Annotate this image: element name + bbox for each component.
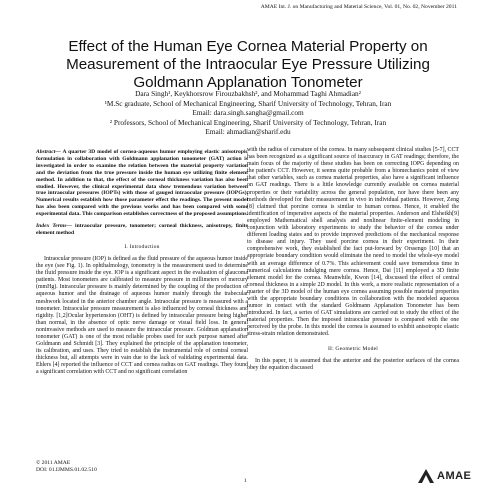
- email-2: Email: ahmadian@sharif.edu: [205, 127, 291, 137]
- footer-info: [36, 460, 97, 474]
- author-names: Dara Singh¹, Keykhorsrow Firouzbakhsh², and Mohammad Taghi Ahmadian²: [135, 89, 361, 98]
- affiliation-2: ² Professors, School of Mechanical Engineering, Sharif University of Technology, Tehran, Iran: [109, 117, 387, 127]
- email-1: Email: dara.singh.sangha@gmail.com: [192, 108, 304, 118]
- index-terms-lead: Index Terms—: [36, 223, 73, 230]
- logo-text: AMAE: [437, 470, 472, 482]
- page-number: 1: [244, 478, 247, 484]
- amae-logo: [418, 469, 471, 483]
- right-column: [247, 147, 459, 372]
- abstract-lead: Abstract—: [36, 149, 61, 155]
- left-column: [36, 149, 248, 377]
- index-terms-text: intraocular pressure, tonometer; corneal thickness, anisotropy, finite element method: [36, 223, 248, 236]
- index-terms: [36, 223, 248, 237]
- section-heading-geometric-model: II: Geometric Model: [327, 345, 379, 352]
- intro-paragraph-continued: with the radius of curvature of the cornea. In many subsequent clinical studies [5-7], CCT has been recognized as a significant source of inaccuracy in GAT readings; therefore, the main focus of the majority of these studies has been on correcting IOPG depending on the patient's CCT. However, it seems quite probable from a biomechanics point of view that other variables, such as cornea material properties, also have a significant influence on GAT readings. There is a little knowledge currently available on cornea material properties or their variability across the general population, nor have there been any methods developed for their measurement in vivo in individual patients. However, Zeng [8] claimed that porcine cornea is similar to human cornea. Hence, it enabled the identification of imperative aspects of the material properties. Anderson and Elsheikh[9] employed Mathematical shell analysis and nonlinear finite-element modeling in conjunction with laboratory experiments to study the behavior of the cornea under different loading states and to provide improved predictions of the mechanical response to disease and injury. They used porcine cornea in their experiment. In their comprehensive work, they established the fact put-forward by Orssengo [10] that an appropriate boundary condition would eliminate the need to model the whole-eye model with an average difference of 0.7%. This achievement could save tremendous time in numerical calculations indulging mere cornea. Hence, Dai [11] employed a 3D finite element model for the cornea. Meanwhile, Kwon [14], discussed the effect of central corneal thickness in a simple 2D model. In this work, a more realistic representation of a quarter of the 3D model of the human eye cornea assuming possible material properties with the appropriate boundary conditions in collaboration with the modeled aqueous humor in contact with the standard Goldmann Applanation Tonometer has been introduced. In fact, a series of GAT simulations are carried out to study the effect of the material properties. Then the imposed intraocular pressure is compared with the one perceived by the probe. In this model the cornea is assumed to exhibit anisotropic elastic stress-strain relation demonstrated.: [247, 147, 459, 338]
- intro-paragraph: Intraocular pressure (IOP) is defined as the fluid pressure of the aqueous humor inside the eye (see Fig. 1). In ophthalmology, tonometry is the measurement used to determine the fluid pressure inside the eye. IOP is a significant aspect in the evaluation of glaucoma patients. Most tonometers are calibrated to measure pressure in millimeters of mercury (mmHg). Intraocular pressure is mainly determined by the coupling of the production of aqueous humor and the drainage of aqueous humor mainly through the trabecular meshwork located in the anterior chamber angle. Intraocular pressure is measured with a tonometer. Intraocular pressure measurement is also influenced by corneal thickness and rigidity. [1,2]Ocular hypertension (OHT) is defined by intraocular pressure being higher than normal, in the absence of optic nerve damage or visual field loss. In general noninvasive methods are used to measure the intraocular pressure. Goldman applanation tonometer (GAT) is one of the most reliable probes used for such purpose named after Goldmann and Schmidt [3]. They explained the principle of the applanation tonometer, its calibration, and uses. They tried to establish the instrumental role of central corneal thickness but, all attempts were in vain due to the lack of validating experimental data. Ehlers [4] reported the influence of CCT and cornea radius on GAT readings. They found a significant correlation with CCT and no significant correlation: [36, 255, 248, 376]
- affiliation-1: ¹M.Sc graduate, School of Mechanical Engineering, Sharif University of Technology, Tehran, Iran: [104, 98, 392, 108]
- paper-title: Effect of the Human Eye Cornea Material Property on Measurement of the Intraocular Eye Pressure Utilizing Goldmann Applanation Tonometer: [66, 38, 430, 91]
- author-block: [40, 89, 456, 137]
- geometric-paragraph: In this paper, it is assumed that the anterior and the posterior surfaces of the cornea obey the equation discussed: [247, 357, 459, 371]
- journal-header: AMAE Int. J. on Manufacturing and Material Science, Vol. 01, No. 02, November 2011: [260, 4, 457, 10]
- section-heading-introduction: I. Introduction: [124, 243, 160, 250]
- copyright: © 2011 AMAE: [36, 460, 71, 466]
- abstract: [36, 149, 248, 218]
- doi: DOI: 01.IJMMS.01.02.510: [36, 467, 97, 473]
- amae-logo-icon: [418, 469, 434, 483]
- abstract-text: A quarter 3D model of cornea-aqueous humor employing elastic anisotropic formulation in collaboration with Goldmann applanation tonometer (GAT) action is investigated in order to examine the relation between the material property variation and the deviation from the true pressure inside the human eye utilizing finite element method. In addition to that, the effect of the corneal thickness variation has also been studied. However, the clinical experimental data show tremendous variation between true intraocular pressures (IOPTs) with those of gauged intraocular pressure (IOPGs). Numerical results establish how those parameter effect the readings. The present model has also been compared with the previous works and has been compared with some experimental data. This comparison establishes correctness of the proposed assumptions.: [36, 149, 248, 218]
